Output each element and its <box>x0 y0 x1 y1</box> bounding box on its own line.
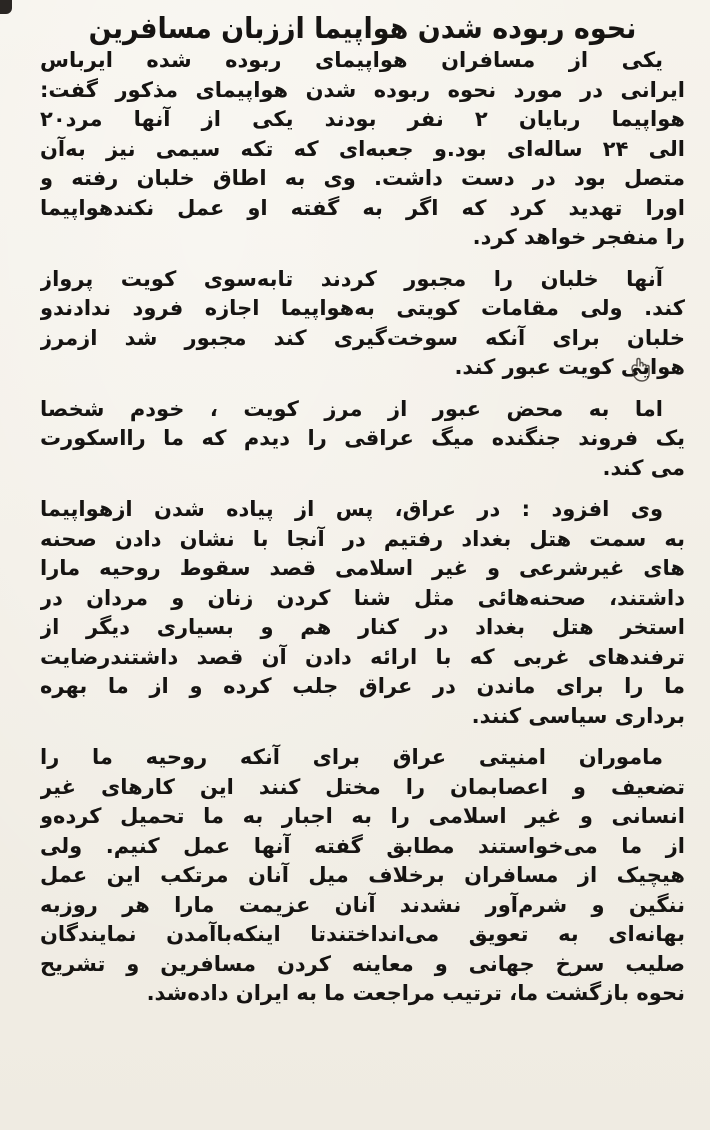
text-line: خلبان برای آنکه سوخت‌گیری کند مجبور شد ازمرز <box>40 325 685 350</box>
text-line: ننگین و شرم‌آور نشدند آنان عزیمت مارا هر روزبه <box>40 892 685 917</box>
text-line: اورا تهدید کرد که اگر به گفته او عمل نکندهواپیما <box>40 195 685 220</box>
page-edge-mark <box>0 0 12 14</box>
article-headline: نحوه ربوده شدن هواپیما اززبان مسافرین <box>88 11 637 45</box>
text-line: الی ۲۴ ساله‌ای بود.و جعبه‌ای که تکه سیمی نیز به‌آن <box>40 136 685 161</box>
paragraph-4 <box>40 495 685 731</box>
text-line: اما به محض عبور از مرز کویت ، خودم شخصا <box>40 396 663 421</box>
pointing-hand-icon <box>628 355 656 383</box>
paragraph-5 <box>40 743 685 1009</box>
paragraph-1 <box>40 46 685 253</box>
text-line: هیچیک از مسافران برخلاف میل آنان مرتکب این عمل <box>40 863 685 887</box>
text-line: ما را برای ماندن در عراق جلب کرده و از ما بهره <box>40 674 685 698</box>
text-line: متصل بود در دست داشت. وی به اطاق خلبان رفته و <box>40 166 685 190</box>
text-line: انسانی و غیر اسلامی را به اجبار به ما تحمیل کرده‌و <box>40 804 685 828</box>
paragraph-3 <box>40 395 685 484</box>
text-line: ماموران امنیتی عراق برای آنکه روحیه ما را <box>40 745 663 769</box>
text-line: یکی از مسافران هواپیمای ربوده شده ایرباس <box>40 48 663 72</box>
text-line: هوایی کویت عبور کند. <box>454 355 685 379</box>
text-line: صلیب سرخ جهانی و معاینه کردن مسافرین و تشریح <box>40 951 685 976</box>
text-line: استخر هتل بغداد در کنار هم و بسیاری دیگر از <box>40 615 685 639</box>
text-line: برداری سیاسی کنند. <box>471 703 685 728</box>
text-line: از ما می‌خواستند مطابق گفته آنها عمل کنیم. ولی <box>40 833 685 858</box>
text-line: های غیرشرعی و غیر اسلامی قصد سقوط روحیه مارا <box>40 556 685 580</box>
text-line: هواپیما ربایان ۲ نفر بودند یکی از آنها مرد۲۰ <box>40 107 685 131</box>
text-line: ترفندهای غربی که با ارائه دادن آن قصد داشتندرضایت <box>40 644 685 669</box>
text-line: را منفجر خواهد کرد. <box>472 225 685 249</box>
paragraph-2 <box>40 265 685 383</box>
text-line: به سمت هتل بغداد رفتیم در آنجا با نشان دادن صحنه <box>40 526 685 551</box>
text-line: نحوه بازگشت ما، ترتیب مراجعت ما به ایران داده‌شد. <box>146 981 685 1005</box>
paragraph-gap <box>40 383 685 395</box>
text-line: ایرانی در مورد نحوه ربوده شدن هواپیمای مذکور گفت: <box>40 77 685 102</box>
paragraph-gap <box>40 253 685 265</box>
article <box>40 10 685 1009</box>
text-line: یک فروند جنگنده میگ عراقی را دیدم که ما رااسکورت <box>40 426 685 450</box>
text-line: وی افزود : در عراق، پس از پیاده شدن ازهواپیما <box>40 497 663 521</box>
text-line: آنها خلبان را مجبور کردند تابه‌سوی کویت پرواز <box>40 266 663 291</box>
text-line: بهانه‌ای به تعویق می‌انداختندتا اینکه‌باآمدن نمایندگان <box>40 922 685 946</box>
text-line: کند. ولی مقامات کویتی به‌هواپیما اجازه فرود ندادندو <box>40 296 685 320</box>
text-line: تضعیف و اعصابمان را مختل کنند این کارهای غیر <box>40 774 685 799</box>
text-line: می کند. <box>602 455 685 480</box>
paragraph-gap <box>40 483 685 495</box>
text-line: داشتند، صحنه‌هائی مثل شنا کردن زنان و مردان در <box>40 585 685 610</box>
paragraph-gap <box>40 731 685 743</box>
